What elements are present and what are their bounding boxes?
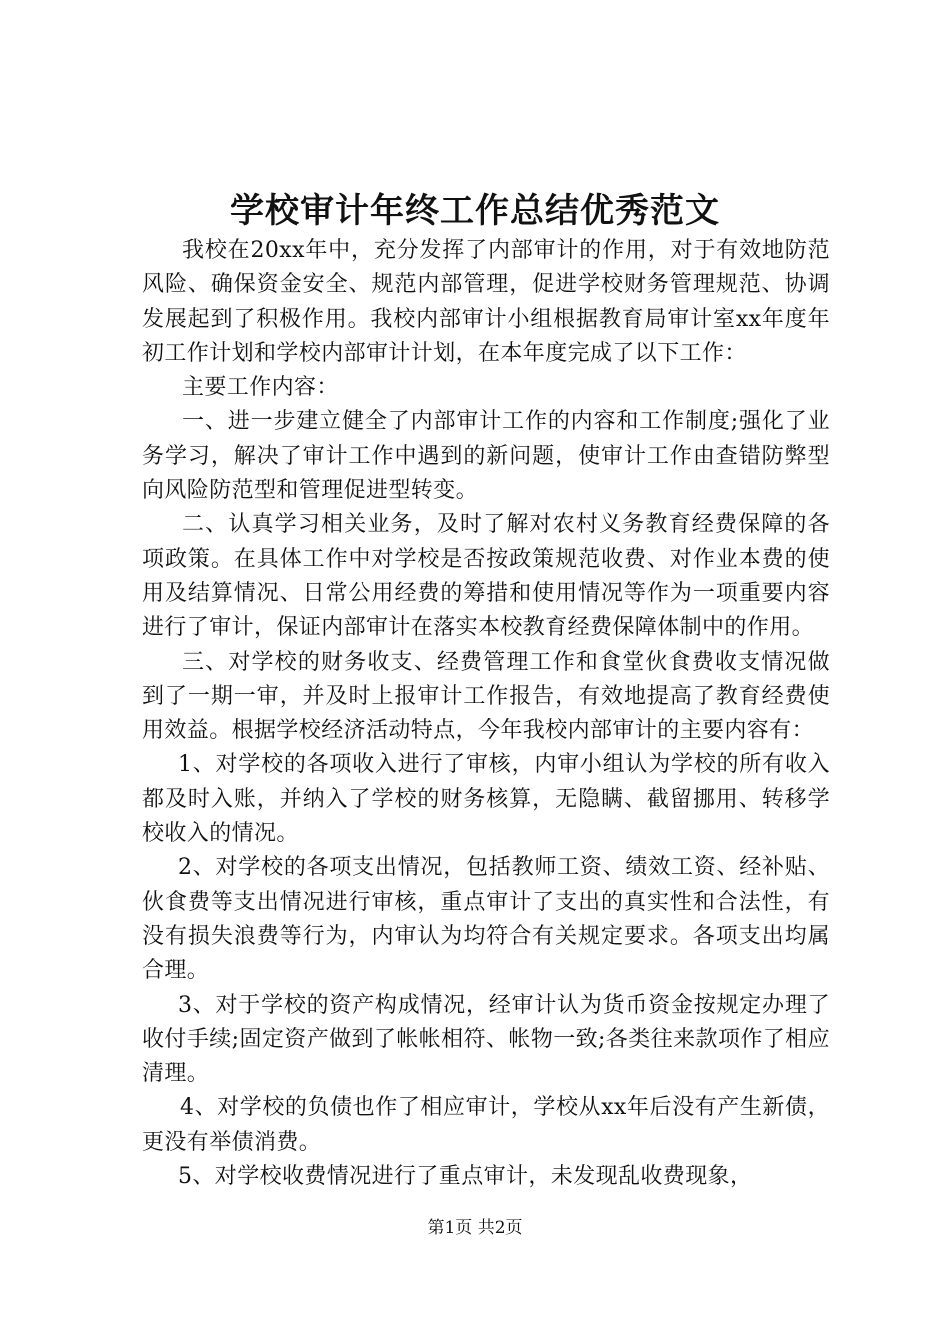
paragraph-intro: 我校在20xx年中，充分发挥了内部审计的作用，对于有效地防范风险、确保资金安全、规范内部管理，促进学校财务管理规范、协调发展起到了积极作用。我校内部审计小组根据教育局审计室xx年度年初工作计划和学校内部审计计划，在本年度完成了以下工作： xyxy=(142,238,830,366)
page-number-footer: 第1页 共2页 xyxy=(427,1218,523,1238)
paragraph-item-3: 三、对学校的财务收支、经费管理工作和食堂伙食费收支情况做到了一期一审，并及时上报审计工作报告，有效地提高了教育经费使用效益。根据学校经济活动特点，今年我校内部审计的主要内容有： xyxy=(142,649,830,744)
paragraph-subitem-3: 3、对于学校的资产构成情况，经审计认为货币资金按规定办理了收付手续;固定资产做到了帐帐相符、帐物一致;各类往来款项作了相应清理。 xyxy=(142,992,830,1087)
paragraph-subitem-2: 2、对学校的各项支出情况，包括教师工资、绩效工资、经补贴、伙食费等支出情况进行审核，重点审计了支出的真实性和合法性，有没有损失浪费等行为，内审认为均符合有关规定要求。各项支出均属合理。 xyxy=(142,855,830,984)
paragraph-subitem-1: 1、对学校的各项收入进行了审核，内审小组认为学校的所有收入都及时入账，并纳入了学校的财务核算，无隐瞒、截留挪用、转移学校收入的情况。 xyxy=(142,752,830,847)
paragraph-main-content-heading: 主要工作内容： xyxy=(182,375,339,401)
document-title: 学校审计年终工作总结优秀范文 xyxy=(230,191,720,231)
paragraph-subitem-5: 5、对学校收费情况进行了重点审计，未发现乱收费现象， xyxy=(178,1164,753,1190)
document-body xyxy=(142,234,830,1194)
paragraph-item-1: 一、进一步建立健全了内部审计工作的内容和工作制度;强化了业务学习，解决了审计工作中遇到的新问题，使审计工作由查错防弊型向风险防范型和管理促进型转变。 xyxy=(142,409,830,504)
paragraph-item-2: 二、认真学习相关业务，及时了解对农村义务教育经费保障的各项政策。在具体工作中对学校是否按政策规范收费、对作业本费的使用及结算情况、日常公用经费的筹措和使用情况等作为一项重要内容进行了审计，保证内部审计在落实本校教育经费保障体制中的作用。 xyxy=(142,512,830,641)
paragraph-subitem-4: 4、对学校的负债也作了相应审计，学校从xx年后没有产生新债，更没有举债消费。 xyxy=(142,1095,830,1155)
